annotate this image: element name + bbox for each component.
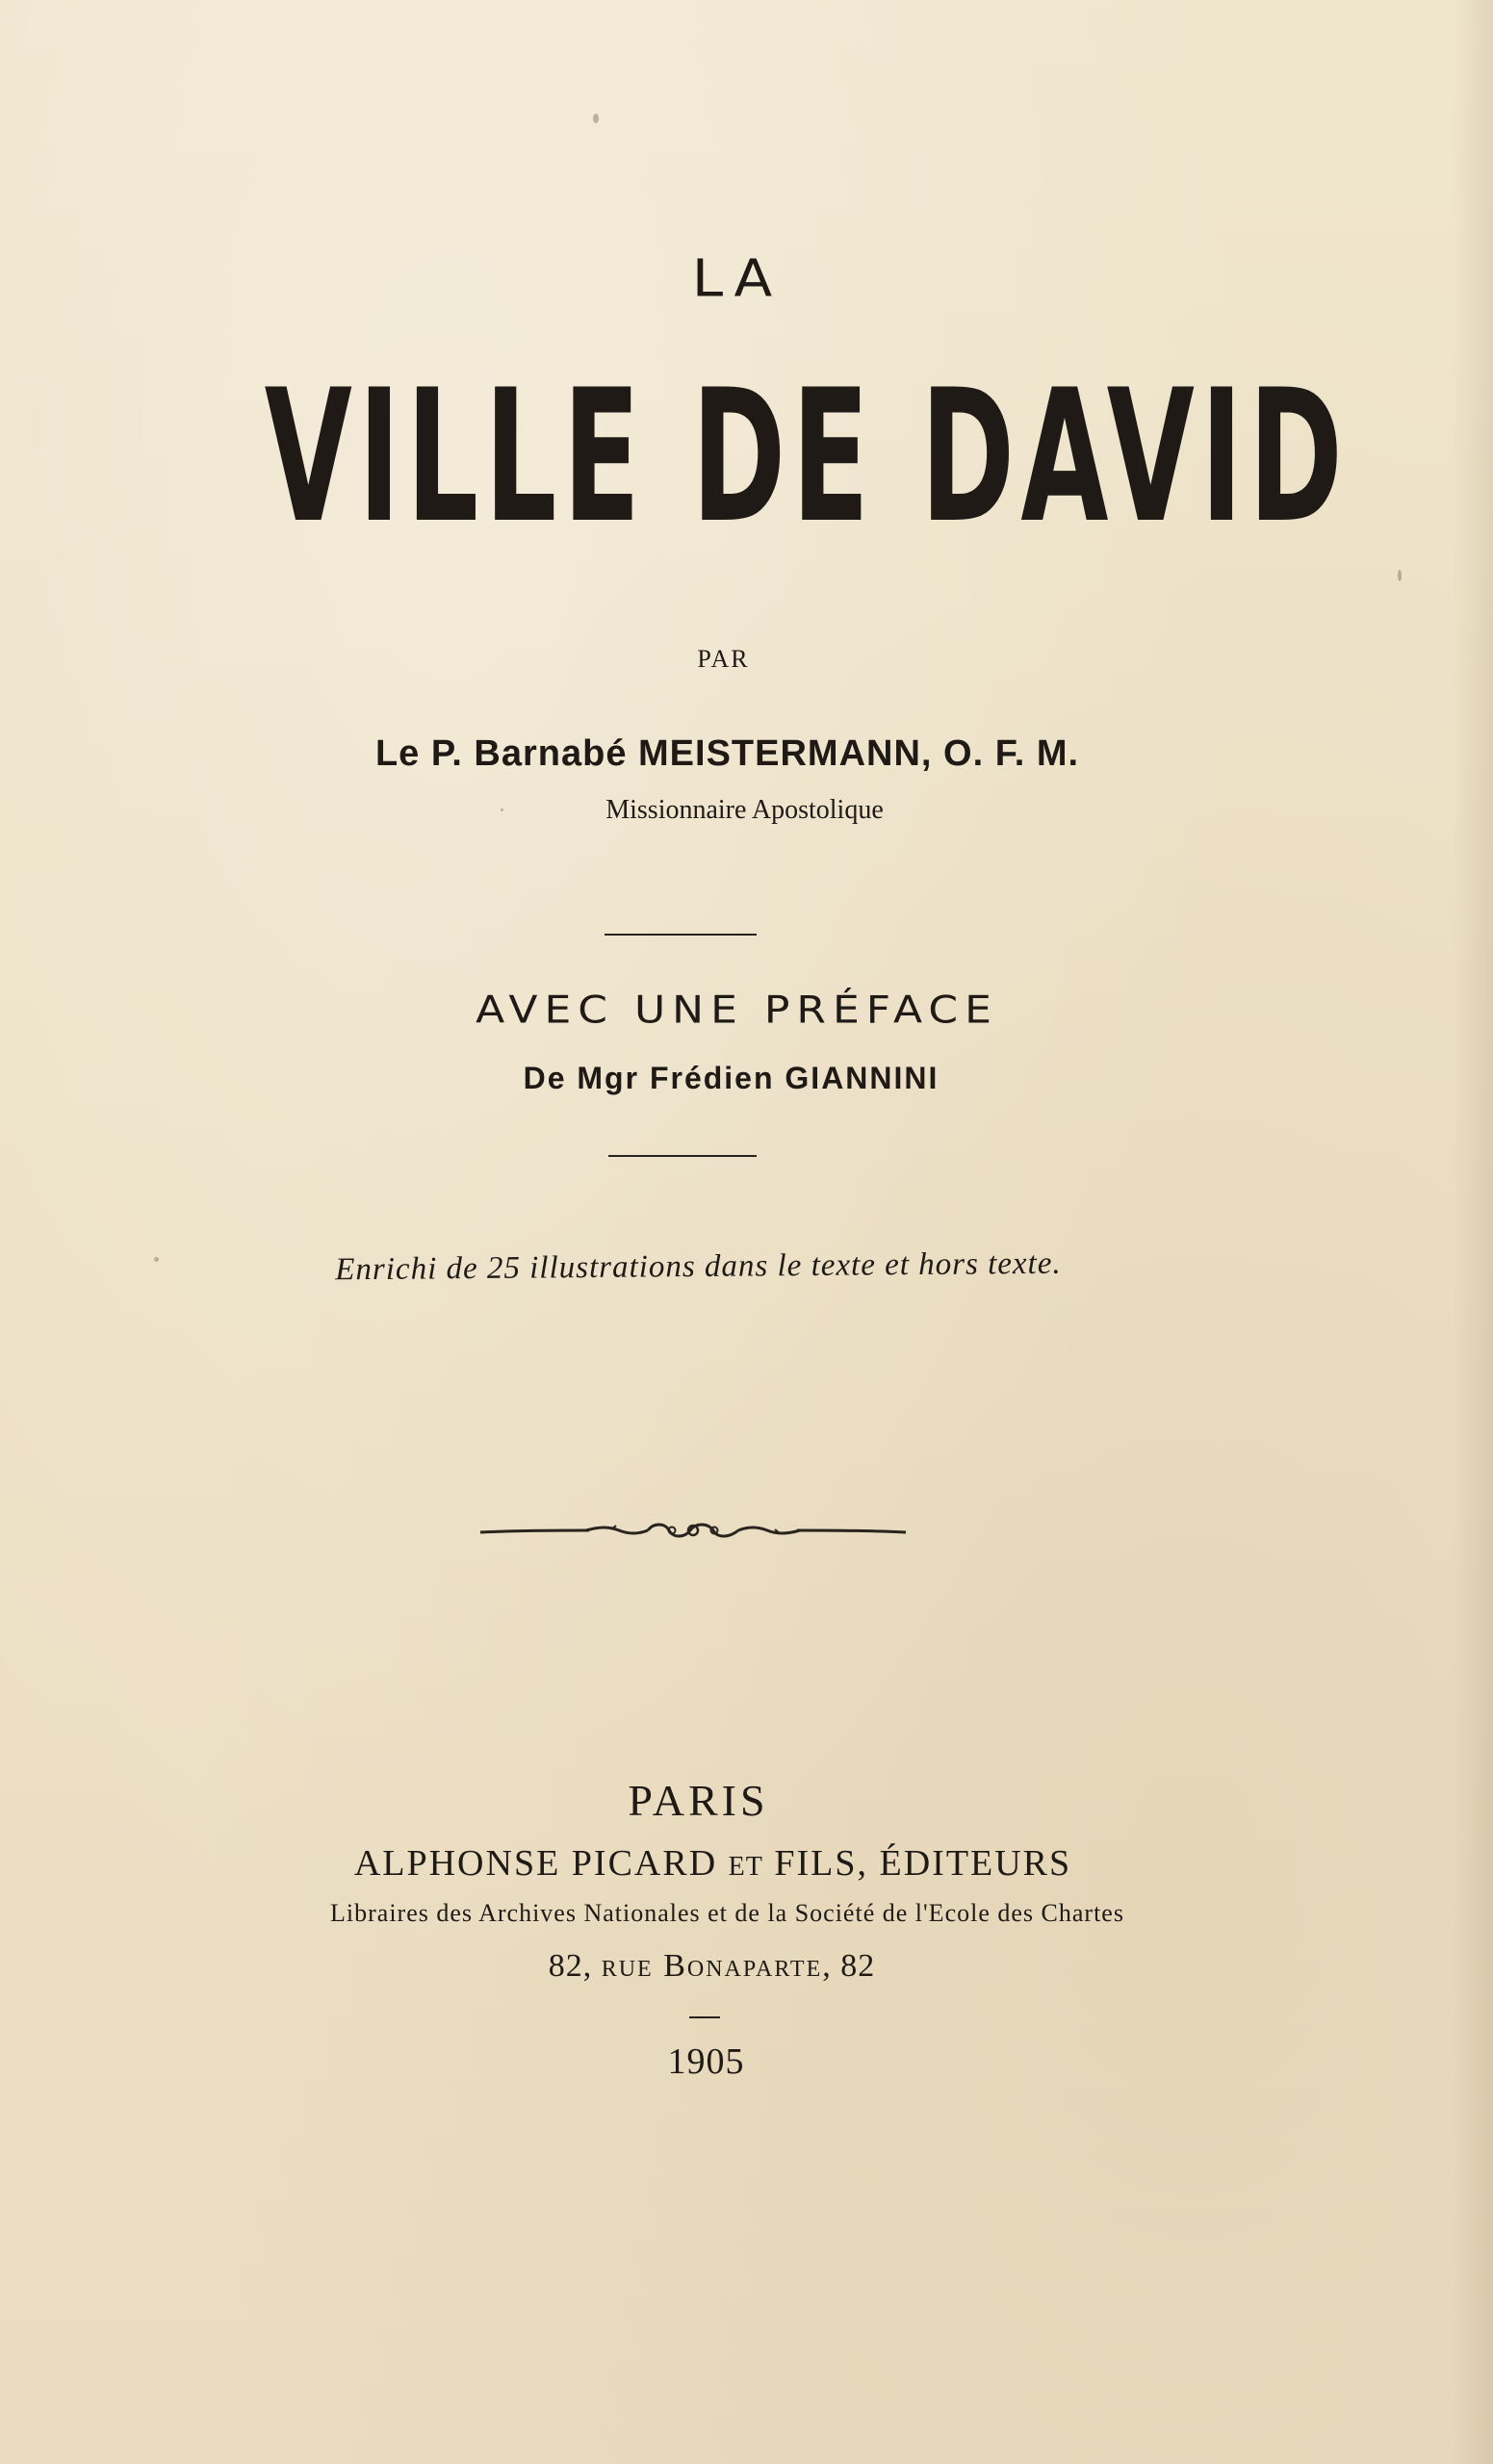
publisher-name-part: ALPHONSE PICARD [353,1843,729,1884]
address-street: rue Bonaparte [601,1948,823,1984]
publisher-line [0,1842,1459,1885]
title-article: LA [691,247,783,309]
preface-author: De Mgr Frédien GIANNINI [523,1061,940,1095]
author-preposition: PAR [697,645,750,673]
publisher-name-part: FILS, ÉDITEURS [762,1843,1072,1884]
divider-upper [605,934,757,936]
publisher-address [0,1948,1458,1985]
address-number: 82, [548,1948,602,1984]
illustrations-note: Enrichi de 25 illustrations dans le texte et hors texte. [335,1245,1062,1288]
preface-heading: AVEC UNE PRÉFACE [476,988,998,1033]
publisher-connector: ET [728,1852,763,1882]
paper-speck [1398,570,1402,581]
main-title: VILLE DE DAVID [264,350,1350,563]
imprint-dash [689,2016,720,2018]
divider-lower [608,1155,757,1157]
ornament-divider-icon [478,1513,908,1546]
author-role: Missionnaire Apostolique [605,795,884,825]
paper-edge-shadow [1453,0,1493,2464]
publication-city: PARIS [628,1776,769,1825]
publisher-description: Libraires des Archives Nationales et de la Société de l'Ecole des Chartes [330,1899,1124,1927]
paper-speck [593,114,599,123]
author-name: Le P. Barnabé MEISTERMANN, O. F. M. [374,733,1080,774]
publication-year: 1905 [667,2041,745,2082]
address-number: , 82 [822,1948,876,1984]
